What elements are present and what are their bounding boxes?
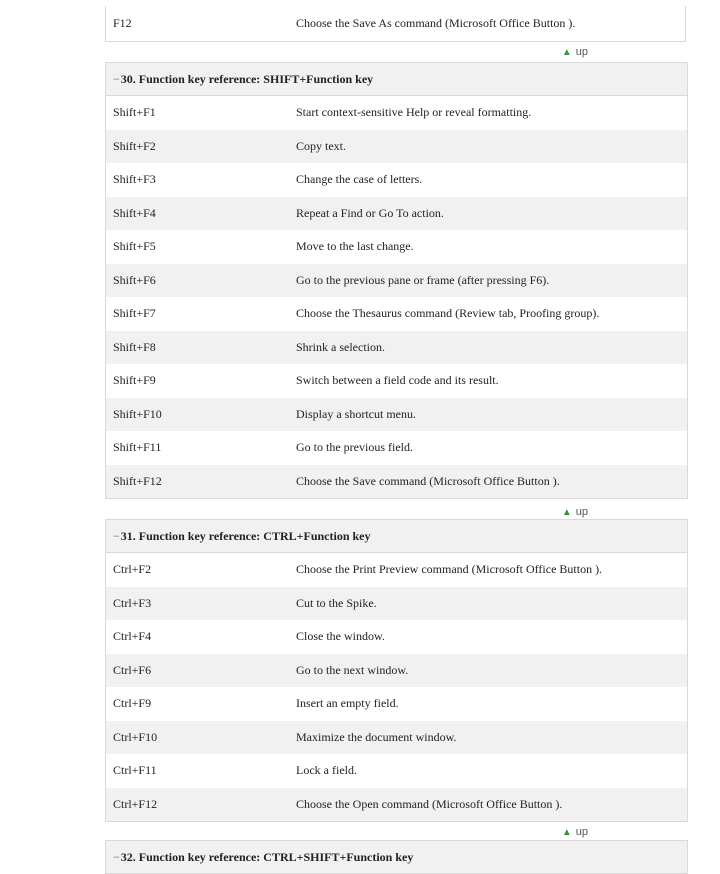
section-header[interactable] [106, 840, 687, 874]
shortcut-description: Change the case of letters. [296, 172, 423, 187]
shortcut-key: Ctrl+F2 [113, 562, 152, 577]
up-link[interactable] [562, 506, 588, 518]
section-title: 30. Function key reference: SHIFT+Function key [120, 71, 374, 86]
shortcut-key: Ctrl+F10 [113, 729, 158, 744]
table-row [105, 6, 686, 42]
shortcut-description: Insert an empty field. [296, 696, 399, 711]
table-row [106, 264, 687, 298]
shortcut-description: Maximize the document window. [296, 729, 457, 744]
up-link[interactable] [562, 826, 588, 838]
shortcut-key: Ctrl+F11 [113, 763, 157, 778]
shortcut-description: Choose the Save command (Microsoft Office Button ). [296, 473, 560, 488]
shortcut-key: Ctrl+F6 [113, 662, 152, 677]
up-arrow-icon: ▲ [561, 46, 572, 58]
section-title: 31. Function key reference: CTRL+Function key [120, 528, 371, 543]
section-31-table [105, 519, 688, 822]
shortcut-description: Switch between a field code and its result. [296, 373, 499, 388]
shortcut-key: Ctrl+F3 [113, 595, 152, 610]
shortcut-description: Choose the Open command (Microsoft Office Button ). [296, 796, 563, 811]
shortcut-description: Choose the Print Preview command (Microsoft Office Button ). [296, 562, 603, 577]
up-link[interactable] [562, 46, 588, 58]
collapse-icon[interactable]: − [113, 71, 120, 86]
shortcut-key: F12 [113, 16, 132, 30]
table-row [106, 230, 687, 264]
shortcut-key: Shift+F12 [113, 473, 162, 488]
table-row [106, 754, 687, 788]
shortcut-description: Go to the next window. [296, 662, 409, 677]
shortcut-key: Shift+F6 [113, 272, 156, 287]
shortcut-key: Ctrl+F12 [113, 796, 158, 811]
up-label: up [575, 506, 588, 518]
shortcut-key: Shift+F4 [113, 205, 156, 220]
table-row [106, 364, 687, 398]
table-row [106, 197, 687, 231]
table-row [106, 465, 687, 499]
section-32-table [105, 840, 688, 874]
shortcut-key: Ctrl+F4 [113, 629, 152, 644]
section-header[interactable] [106, 62, 687, 96]
table-row [106, 620, 687, 654]
shortcut-description: Move to the last change. [296, 239, 414, 254]
up-arrow-icon: ▲ [561, 506, 572, 518]
shortcut-description: Display a shortcut menu. [296, 406, 416, 421]
section-header[interactable] [106, 519, 687, 553]
table-row [106, 163, 687, 197]
table-row [106, 587, 687, 621]
shortcut-description: Start context-sensitive Help or reveal formatting. [296, 105, 532, 120]
up-arrow-icon: ▲ [561, 826, 572, 838]
table-row [106, 331, 687, 365]
shortcut-key: Shift+F1 [113, 105, 156, 120]
table-row [106, 431, 687, 465]
shortcut-key: Shift+F8 [113, 339, 156, 354]
shortcut-description: Copy text. [296, 138, 346, 153]
shortcut-description: Close the window. [296, 629, 385, 644]
shortcut-key: Ctrl+F9 [113, 696, 152, 711]
shortcut-key: Shift+F2 [113, 138, 156, 153]
shortcut-key: Shift+F7 [113, 306, 156, 321]
up-label: up [575, 46, 588, 58]
shortcut-description: Choose the Save As command (Microsoft Office Button ). [296, 16, 576, 30]
collapse-icon[interactable]: − [113, 528, 120, 543]
shortcut-description: Shrink a selection. [296, 339, 385, 354]
shortcut-key: Shift+F10 [113, 406, 162, 421]
shortcut-description: Lock a field. [296, 763, 357, 778]
table-row [106, 553, 687, 587]
shortcut-key: Shift+F3 [113, 172, 156, 187]
table-row [106, 96, 687, 130]
shortcut-description: Cut to the Spike. [296, 595, 377, 610]
section-30-table [105, 62, 688, 499]
table-row [106, 130, 687, 164]
up-label: up [575, 826, 588, 838]
table-row [106, 721, 687, 755]
table-row [106, 654, 687, 688]
shortcut-description: Go to the previous pane or frame (after pressing F6). [296, 272, 550, 287]
shortcut-description: Choose the Thesaurus command (Review tab, Proofing group). [296, 306, 600, 321]
shortcut-key: Shift+F11 [113, 440, 162, 455]
shortcut-description: Repeat a Find or Go To action. [296, 205, 444, 220]
collapse-icon[interactable]: − [113, 849, 120, 864]
section-title: 32. Function key reference: CTRL+SHIFT+Function key [120, 849, 414, 864]
table-row [106, 788, 687, 822]
shortcut-key: Shift+F5 [113, 239, 156, 254]
table-row [106, 297, 687, 331]
shortcut-key: Shift+F9 [113, 373, 156, 388]
table-row [106, 687, 687, 721]
shortcut-description: Go to the previous field. [296, 440, 413, 455]
table-row [106, 398, 687, 432]
